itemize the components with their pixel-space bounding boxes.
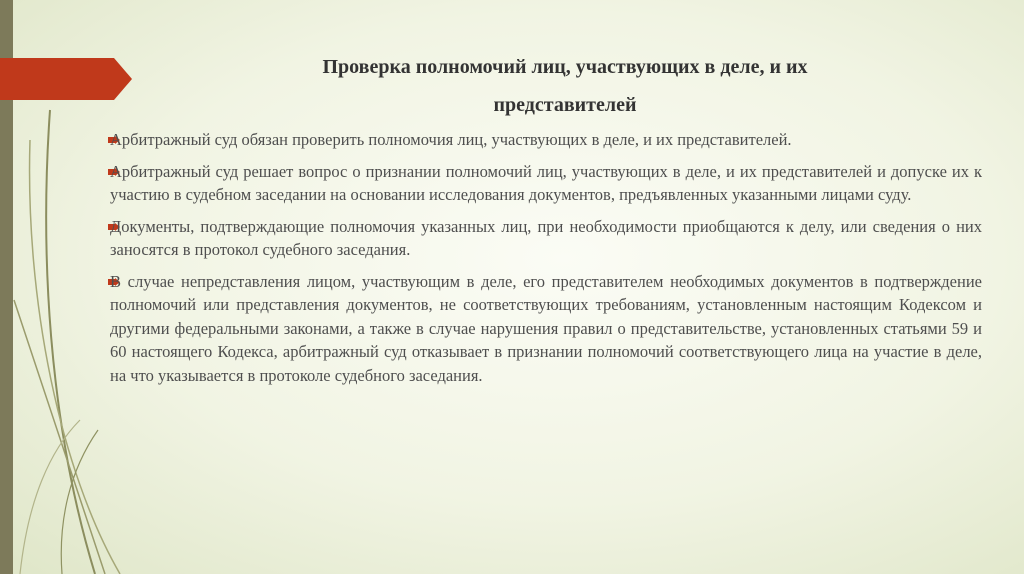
bullet-text: В случае непредставления лицом, участвующим в деле, его представителем необходимых документов в подтверждение полномочий или представления документов, не соответствующих требованиям, установленным настоящим Кодексом и другими федеральными законами, а также в случае нарушения правил о представительстве, установленных статьями 59 и 60 настоящего Кодекса, арбитражный суд отказывает в признании полномочий соответствующего лица на участие в деле, на что указывается в протоколе судебного заседания. [110, 271, 982, 385]
list-item [110, 128, 982, 152]
bullet-list [110, 128, 982, 395]
slide-title-line-2: представителей [493, 94, 637, 116]
title-accent-arrow-icon [0, 58, 132, 100]
bullet-text: Арбитражный суд решает вопрос о признании полномочий лиц, участвующих в деле, и их представителей и допуске их к участию в судебном заседании на основании исследования документов, предъявленных указанными лицами суду. [110, 161, 982, 204]
list-item [110, 270, 982, 388]
bullet-text: Арбитражный суд обязан проверить полномочия лиц, участвующих в деле, и их представителей. [110, 130, 792, 149]
bullet-text: Документы, подтверждающие полномочия указанных лиц, при необходимости приобщаются к делу, или сведения о них заносятся в протокол судебного заседания. [110, 216, 982, 259]
slide-title-line-1: Проверка полномочий лиц, участвующих в деле, и их [322, 56, 808, 78]
list-item [110, 215, 982, 262]
slide-title [205, 48, 925, 124]
list-item [110, 160, 982, 207]
